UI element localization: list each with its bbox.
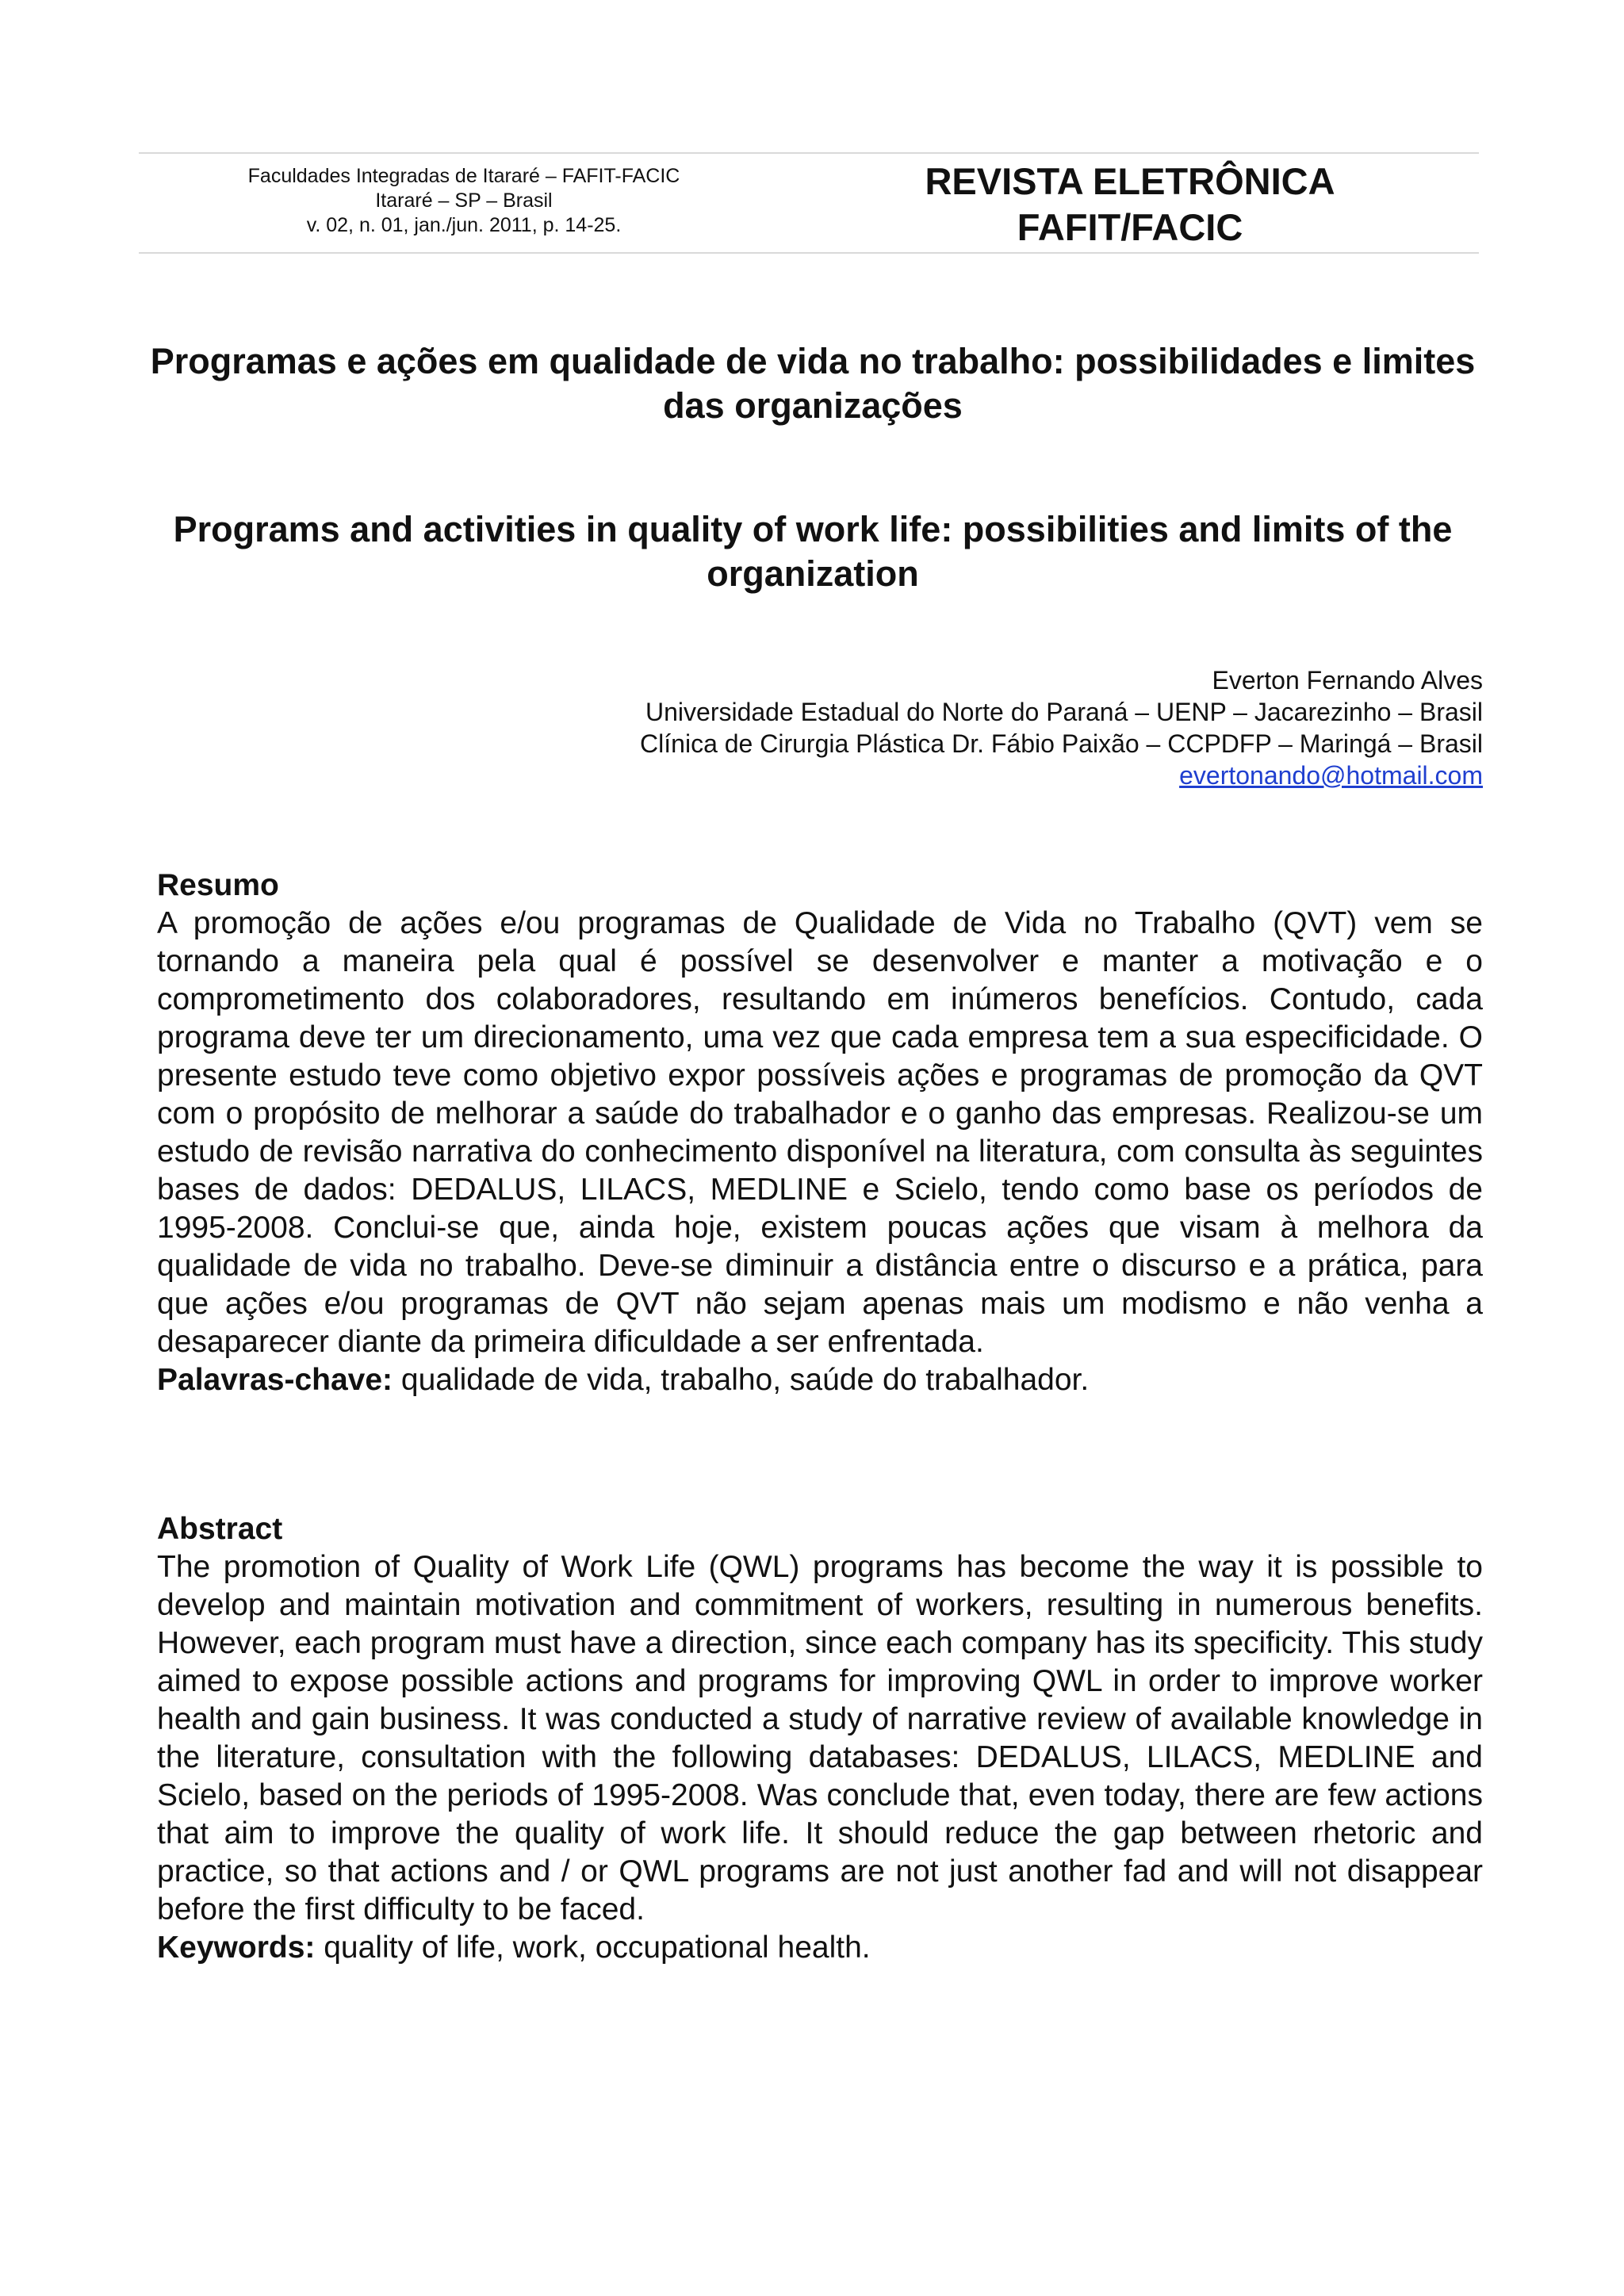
abstract-heading: Abstract (157, 1512, 283, 1546)
journal-title (852, 159, 1408, 251)
resumo-heading: Resumo (157, 868, 279, 902)
institution-line: Faculdades Integradas de Itararé – FAFIT-FACIC (247, 165, 680, 187)
journal-title-line2: FAFIT/FACIC (1017, 206, 1243, 248)
location-line: Itararé – SP – Brasil (375, 189, 553, 212)
author-affiliation-1: Universidade Estadual do Norte do Paraná – UENP – Jacarezinho – Brasil (645, 698, 1483, 726)
journal-title-line1: REVISTA ELETRÔNICA (925, 160, 1335, 202)
resumo-keywords-label: Palavras-chave: (157, 1363, 393, 1397)
abstract-keywords-label: Keywords: (157, 1931, 316, 1965)
resumo-keywords-text: qualidade de vida, trabalho, saúde do trabalhador. (393, 1363, 1090, 1397)
header-bottom-rule (139, 252, 1479, 254)
abstract-keywords (157, 1929, 1483, 1967)
resumo-section (157, 867, 1483, 1399)
author-name: Everton Fernando Alves (1212, 666, 1483, 695)
paper-title-en: Programs and activities in quality of work life: possibilities and limits of the organization (173, 509, 1453, 594)
abstract-keywords-text: quality of life, work, occupational health. (315, 1931, 871, 1965)
abstract-body: The promotion of Quality of Work Life (QWL) programs has become the way it is possible to develop and maintain motivation and commitment of workers, resulting in numerous benefits. However, each program must have a direction, since each company has its specificity. This study aimed to expose possible actions and programs for improving QWL in order to improve worker health and gain business. It was conducted a study of narrative review of available knowledge in the literature, consultation with the following databases: DEDALUS, LILACS, MEDLINE and Scielo, based on the periods of 1995-2008. Was conclude that, even today, there are few actions that aim to improve the quality of work life. It should reduce the gap between rhetoric and practice, so that actions and / or QWL programs are not just another fad and will not disappear before the first difficulty to be faced. (157, 1550, 1483, 1927)
journal-info (190, 164, 737, 238)
issue-line: v. 02, n. 01, jan./jun. 2011, p. 14-25. (306, 214, 622, 236)
author-affiliation-2: Clínica de Cirurgia Plástica Dr. Fábio Paixão – CCPDFP – Maringá – Brasil (640, 729, 1483, 758)
abstract-section (157, 1510, 1483, 1967)
resumo-keywords (157, 1361, 1483, 1399)
resumo-body: A promoção de ações e/ou programas de Qualidade de Vida no Trabalho (QVT) vem se tornando a maneira pela qual é possível se desenvolver e manter a motivação e o comprometimento dos colaboradores, resultando em inúmeros benefícios. Contudo, cada programa deve ter um direcionamento, uma vez que cada empresa tem a sua especificidade. O presente estudo teve como objetivo expor possíveis ações e programas de promoção da QVT com o propósito de melhorar a saúde do trabalhador e o ganho das empresas. Realizou-se um estudo de revisão narrativa do conhecimento disponível na literatura, com consulta às seguintes bases de dados: DEDALUS, LILACS, MEDLINE e Scielo, tendo como base os períodos de 1995-2008. Conclui-se que, ainda hoje, existem poucas ações que visam à melhora da qualidade de vida no trabalho. Deve-se diminuir a distância entre o discurso e a prática, para que ações e/ou programas de QVT não sejam apenas mais um modismo e não venha a desaparecer diante da primeira dificuldade a ser enfrentada. (157, 906, 1483, 1359)
author-email-link[interactable]: evertonando@hotmail.com (1179, 761, 1483, 790)
header-top-rule (139, 152, 1479, 154)
paper-title-pt: Programas e ações em qualidade de vida no trabalho: possibilidades e limites das organizações (150, 341, 1476, 426)
author-block (373, 664, 1483, 791)
